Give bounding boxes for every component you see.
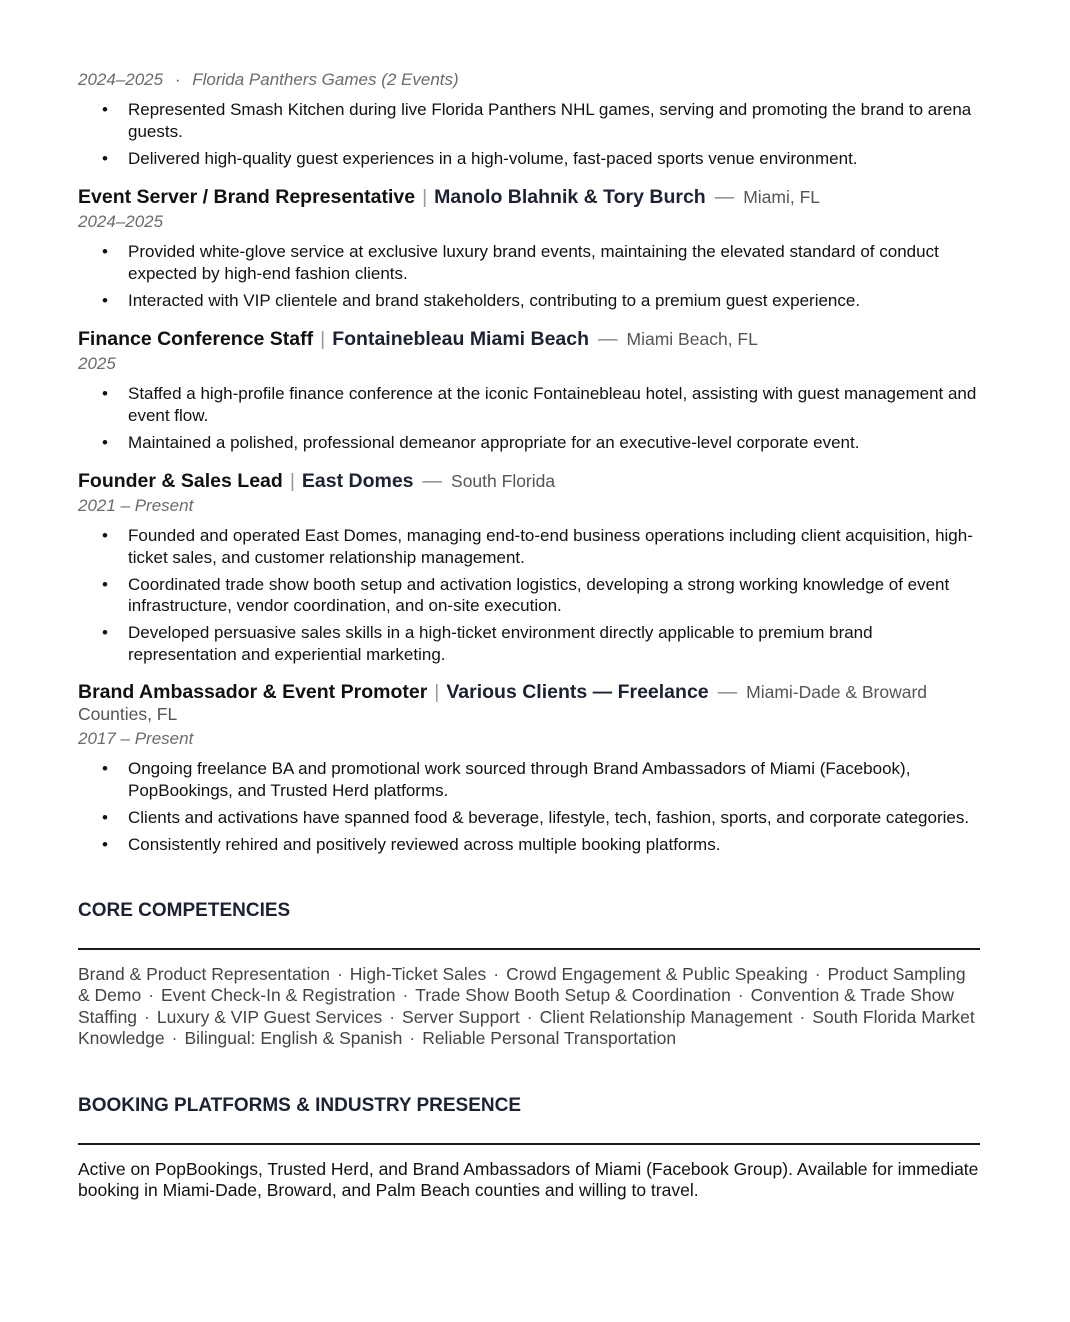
bullet-list [78,241,980,317]
dash-separator: — [717,681,738,703]
job-heading [78,681,980,725]
competency-item: South Florida Market Knowledge [78,1006,975,1048]
competency-item: Convention & Trade Show Staffing [78,985,954,1027]
job-role: Finance Conference Staff [78,328,314,350]
job-role: Brand Ambassador & Event Promoter [78,681,428,703]
bullet-list [78,525,980,671]
dash-separator: — [422,470,443,492]
section-divider [78,1143,980,1145]
bullet-item: • Developed persuasive sales skills in a high-ticket environment directly applicable to premium brand representation and experiential marketing. [78,622,980,665]
event-dates: 2024–2025 [78,70,164,89]
competency-item: Product Sampling & Demo [78,964,966,1006]
bullet-item: • Staffed a high-profile finance conference at the iconic Fontainebleau hotel, assisting with guest management and event flow. [78,383,980,426]
section-title-competencies: CORE COMPETENCIES [78,900,291,921]
competency-item: Bilingual: English & Spanish [184,1027,403,1048]
bullet-item: • Coordinated trade show booth setup and activation logistics, developing a strong working knowledge of event infrastructure, vendor coordination, and on-site execution. [78,574,980,617]
bullet-item: • Clients and activations have spanned food & beverage, lifestyle, tech, fashion, sports, and corporate categories. [78,807,980,829]
job-location: Miami, FL [743,187,821,207]
separator-dot: · [402,985,409,1006]
bullet-item: • Consistently rehired and positively reviewed across multiple booking platforms. [78,834,980,856]
separator-dot: · [799,1006,806,1027]
separator-dot: · [171,1027,178,1048]
pipe-separator: | [289,470,295,492]
separator-dot: · [526,1006,533,1027]
bullet-item: • Interacted with VIP clientele and brand stakeholders, contributing to a premium guest experience. [78,290,980,312]
job-company: Manolo Blahnik & Tory Burch [434,186,706,208]
bullet-item: • Delivered high-quality guest experiences in a high-volume, fast-paced sports venue environment. [78,148,980,170]
separator-dot: · [148,985,155,1006]
job-dates: 2021 – Present [78,496,194,515]
separator-dot: · [737,985,744,1006]
bullet-item: • Founded and operated East Domes, managing end-to-end business operations including client acquisition, high-ticket sales, and customer relationship management. [78,525,980,568]
competency-item: High-Ticket Sales [349,964,487,984]
competency-item: Luxury & VIP Guest Services [156,1006,383,1027]
dash-separator: — [714,186,735,208]
bullet-list [78,758,980,861]
pipe-separator: | [422,186,428,208]
separator-dot: · [493,964,500,984]
competency-item: Event Check-In & Registration [161,985,396,1006]
separator-dot: · [409,1027,416,1048]
competency-item: Crowd Engagement & Public Speaking [506,964,808,984]
separator-dot: · [336,964,343,984]
job-location: Miami Beach, FL [626,329,758,349]
pipe-separator: | [320,328,326,350]
job-location: South Florida [451,471,556,491]
separator-dot: · [144,1006,150,1027]
job-dates: 2024–2025 [78,212,164,231]
competency-item: Reliable Personal Transportation [422,1027,677,1048]
competency-item: Server Support [402,1006,520,1027]
bullet-item: • Ongoing freelance BA and promotional work sourced through Brand Ambassadors of Miami (Facebook), PopBookings, and Trusted Herd platforms. [78,758,980,801]
bullet-item: • Maintained a polished, professional demeanor appropriate for an executive-level corporate event. [78,432,980,454]
job-dates: 2017 – Present [78,729,194,748]
competency-item: Brand & Product Representation [78,964,330,984]
bullet-list [78,99,980,175]
dash-separator: — [598,328,618,350]
competency-item: Trade Show Booth Setup & Coordination [415,985,731,1006]
separator-dot: · [389,1006,396,1027]
section-divider [78,948,980,950]
job-heading [78,186,820,209]
job-role: Founder & Sales Lead [78,470,283,492]
job-heading [78,328,758,351]
separator-dot: · [814,964,821,984]
competency-item: Client Relationship Management [539,1006,793,1027]
job-company: East Domes [301,470,414,492]
booking-paragraph: Active on PopBookings, Trusted Herd, and Brand Ambassadors of Miami (Facebook Group). Available for immediate booking in Miami-Dade, Broward, and Palm Beach counties and willing to travel. [78,1159,979,1201]
event-subheading [78,70,459,90]
separator-dot: · [174,70,181,89]
job-role: Event Server / Brand Representative [78,186,416,208]
job-company: Fontainebleau Miami Beach [332,328,590,350]
bullet-item: • Provided white-glove service at exclusive luxury brand events, maintaining the elevated standard of conduct expected by high-end fashion clients. [78,241,980,284]
event-name: Florida Panthers Games (2 Events) [192,70,459,89]
job-heading [78,470,555,493]
section-title-booking: BOOKING PLATFORMS & INDUSTRY PRESENCE [78,1095,522,1116]
job-location: Miami-Dade & Broward Counties, FL [78,682,928,724]
pipe-separator: | [434,681,440,703]
bullet-list [78,383,980,459]
competencies-list [78,964,980,1049]
job-dates: 2025 [78,354,116,373]
job-company: Various Clients — Freelance [446,681,709,703]
bullet-item: • Represented Smash Kitchen during live Florida Panthers NHL games, serving and promoting the brand to arena guests. [78,99,980,142]
